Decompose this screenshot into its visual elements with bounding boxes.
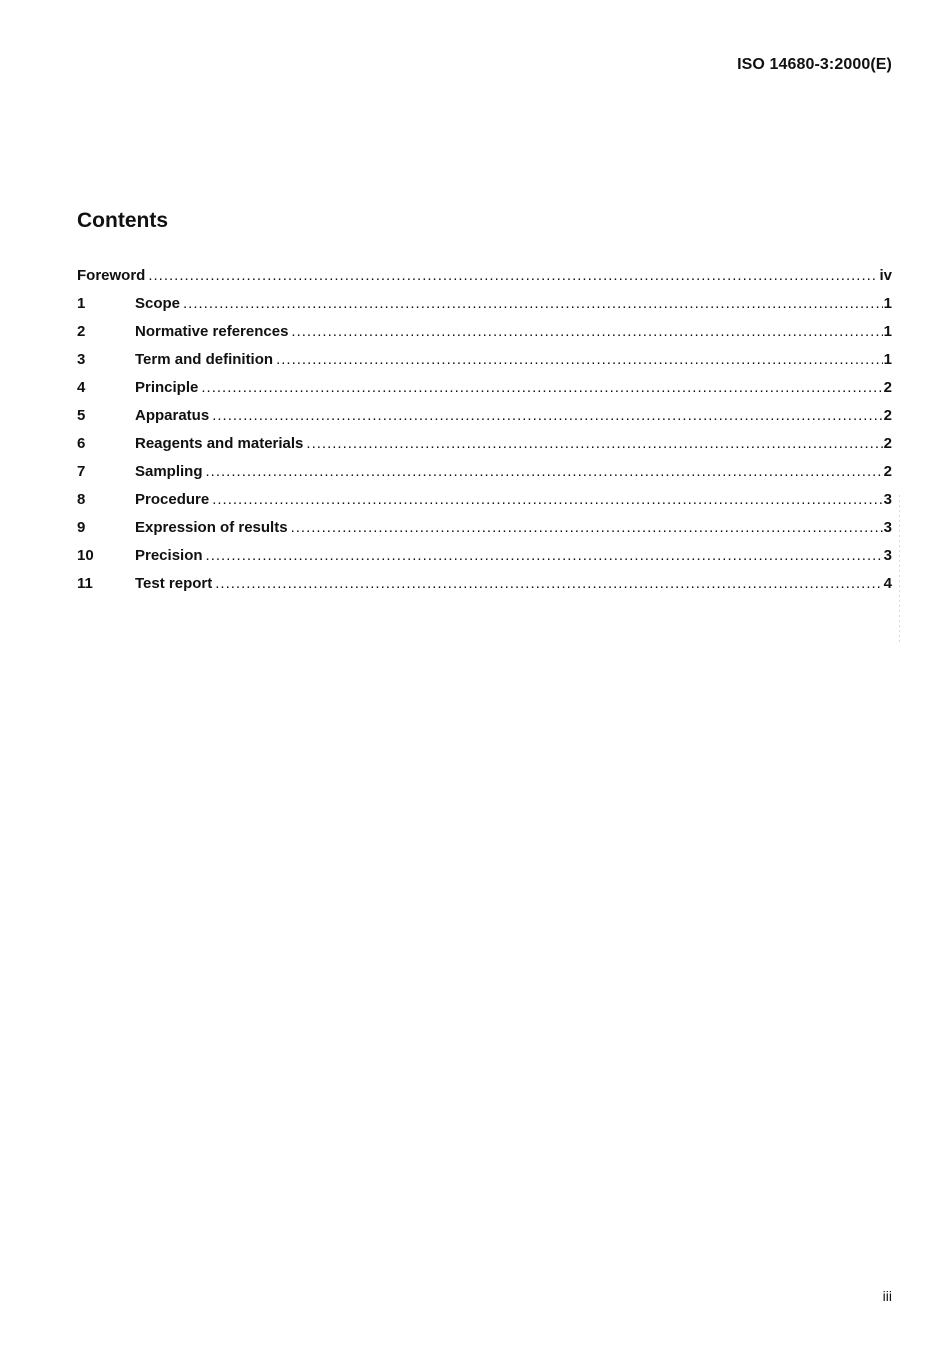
toc-entry-page: 2 [883,463,892,480]
toc-leader-dots [215,575,882,592]
toc-entry-number: 9 [77,519,86,536]
toc-entry-page: 1 [883,323,892,340]
toc-entry-number: 10 [77,547,94,564]
toc-entry-title: Test report [135,575,213,592]
toc-leader-dots [206,463,883,480]
toc-entry-test-report[interactable] [77,575,892,603]
table-of-contents [77,267,892,603]
toc-entry-title: Scope [135,295,181,312]
toc-leader-dots [201,379,882,396]
toc-leader-dots [306,435,882,452]
toc-entry-expression-of-results[interactable] [77,519,892,547]
toc-entry-number: 7 [77,463,86,480]
toc-entry-precision[interactable] [77,547,892,575]
toc-leader-dots [212,491,882,508]
toc-entry-number: 4 [77,379,86,396]
toc-entry-title: Expression of results [135,519,288,536]
toc-entry-title: Principle [135,379,199,396]
toc-entry-page: 2 [883,435,892,452]
toc-entry-page: 1 [883,295,892,312]
document-id: ISO 14680-3:2000(E) [737,56,892,73]
toc-entry-page: 1 [883,351,892,368]
toc-entry-number: 2 [77,323,86,340]
toc-entry-page: 3 [883,491,892,508]
toc-entry-reagents-and-materials[interactable] [77,435,892,463]
toc-leader-dots [183,295,883,312]
toc-entry-title: Sampling [135,463,203,480]
toc-entry-page: 3 [883,547,892,564]
toc-leader-dots [276,351,883,368]
toc-leader-dots [212,407,882,424]
toc-entry-foreword[interactable] [77,267,892,295]
toc-leader-dots [206,547,883,564]
toc-entry-number: 3 [77,351,86,368]
toc-entry-title: Term and definition [135,351,274,368]
page-title: Contents [77,209,168,232]
page-number: iii [882,1288,892,1304]
toc-entry-page: 2 [883,407,892,424]
toc-entry-title: Normative references [135,323,289,340]
toc-entry-number: 8 [77,491,86,508]
toc-entry-principle[interactable] [77,379,892,407]
toc-entry-term-and-definition[interactable] [77,351,892,379]
toc-entry-title: Precision [135,547,203,564]
toc-entry-normative-references[interactable] [77,323,892,351]
toc-entry-title: Reagents and materials [135,435,304,452]
toc-leader-dots [291,519,883,536]
toc-entry-title: Procedure [135,491,210,508]
toc-entry-sampling[interactable] [77,463,892,491]
toc-leader-dots [148,267,878,284]
toc-entry-page: iv [879,267,892,284]
toc-entry-page: 3 [883,519,892,536]
toc-entry-title: Foreword [77,267,146,284]
toc-entry-title: Apparatus [135,407,210,424]
toc-entry-number: 11 [77,575,93,592]
toc-entry-page: 4 [883,575,892,592]
toc-entry-number: 5 [77,407,86,424]
toc-entry-procedure[interactable] [77,491,892,519]
toc-entry-number: 1 [77,295,86,312]
toc-entry-apparatus[interactable] [77,407,892,435]
toc-leader-dots [291,323,882,340]
margin-watermark-strip [899,495,902,643]
toc-entry-scope[interactable] [77,295,892,323]
toc-entry-page: 2 [883,379,892,396]
toc-entry-number: 6 [77,435,86,452]
